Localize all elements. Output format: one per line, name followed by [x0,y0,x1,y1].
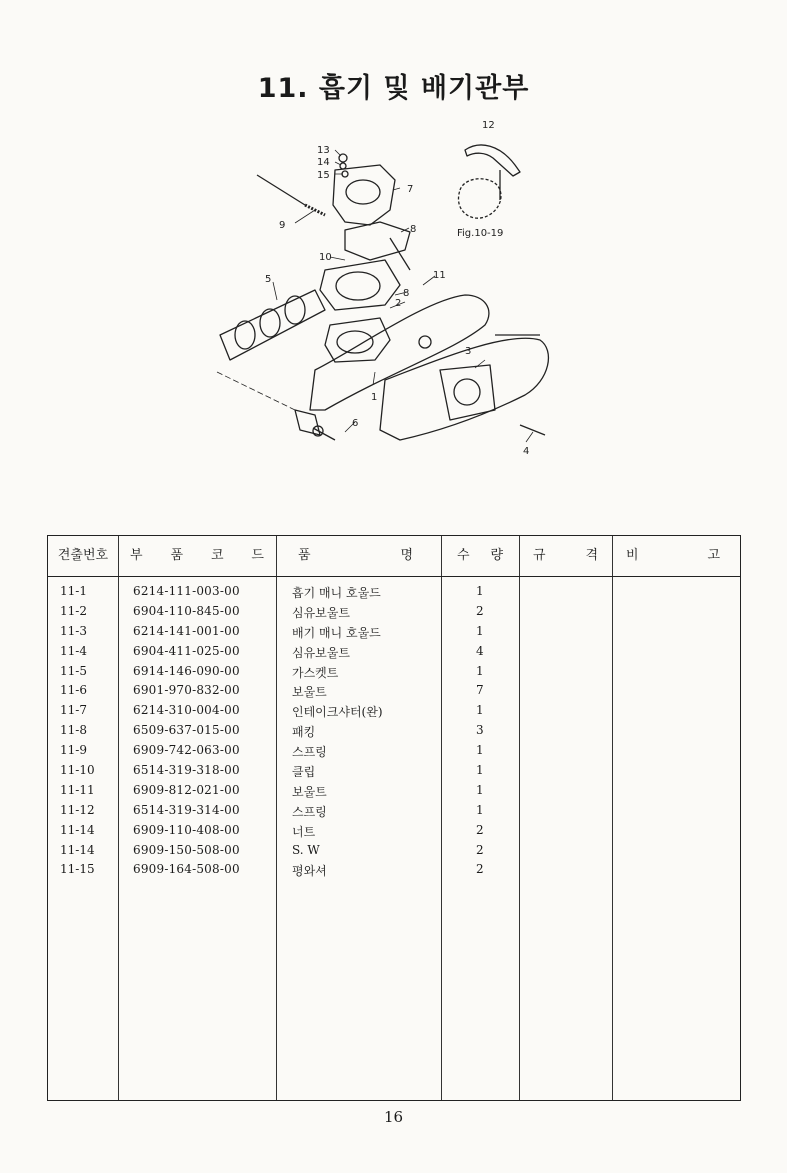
table-row: 11-14 6909-150-508-00 S. W 2 [60,842,484,857]
table-row: 11-6 6901-970-832-00 보울트 7 [60,683,484,700]
callout-14: 14 [317,157,330,168]
callout-8-top: 8 [410,224,417,235]
header-name: 품 명 [298,548,413,563]
page-title: 11. 흡기 및 배기관부 [257,73,530,104]
table-row: 11-15 6909-164-508-00 평와셔 2 [60,862,484,879]
intake-exhaust-manifold-illustration [195,110,570,465]
page-number: 16 [383,1108,404,1126]
callout-4: 4 [523,446,530,457]
callout-9: 9 [279,220,286,231]
callout-1: 1 [371,392,378,403]
callout-10: 10 [319,252,332,263]
callout-15: 15 [317,170,330,181]
header-spec: 규 격 [533,548,598,563]
callout-2: 2 [395,298,402,309]
callout-5: 5 [265,274,272,285]
table-row: 11-2 6904-110-845-00 심유보울트 2 [60,603,484,620]
callout-6: 6 [352,418,359,429]
table-body [48,582,740,880]
callout-3: 3 [465,346,472,357]
figure-reference: Fig.10-19 [457,228,504,239]
parts-table [47,535,741,1101]
header-note: 비 고 [626,548,720,563]
table-row: 11-5 6914-146-090-00 가스켓트 1 [60,663,484,680]
table-row: 11-4 6904-411-025-00 심유보울트 4 [60,643,484,660]
callout-11: 11 [433,270,446,281]
table-row: 11-12 6514-319-314-00 스프링 1 [60,802,484,819]
table-row: 11-7 6214-310-004-00 인테이크샤터(완) 1 [60,703,484,720]
callout-8: 8 [403,288,410,299]
callout-13: 13 [317,145,330,156]
table-row: 11-9 6909-742-063-00 스프링 1 [60,743,484,760]
table-row: 11-1 6214-111-003-00 흡기 매니 호울드 1 [60,584,484,600]
header-code: 부 품 코 드 [130,548,264,563]
table-row: 11-11 6909-812-021-00 보울트 1 [60,782,484,799]
table-row: 11-8 6509-637-015-00 패킹 3 [60,723,484,740]
callout-7: 7 [407,184,414,195]
table-row: 11-3 6214-141-001-00 배기 매니 호울드 1 [60,623,484,640]
table-row: 11-10 6514-319-318-00 클립 1 [60,763,484,780]
table-row: 11-14 6909-110-408-00 너트 2 [60,822,484,839]
header-qty: 수 량 [457,548,503,563]
callout-12: 12 [482,120,495,131]
header-no: 견출번호 [57,548,109,563]
exploded-parts-diagram [195,110,570,465]
